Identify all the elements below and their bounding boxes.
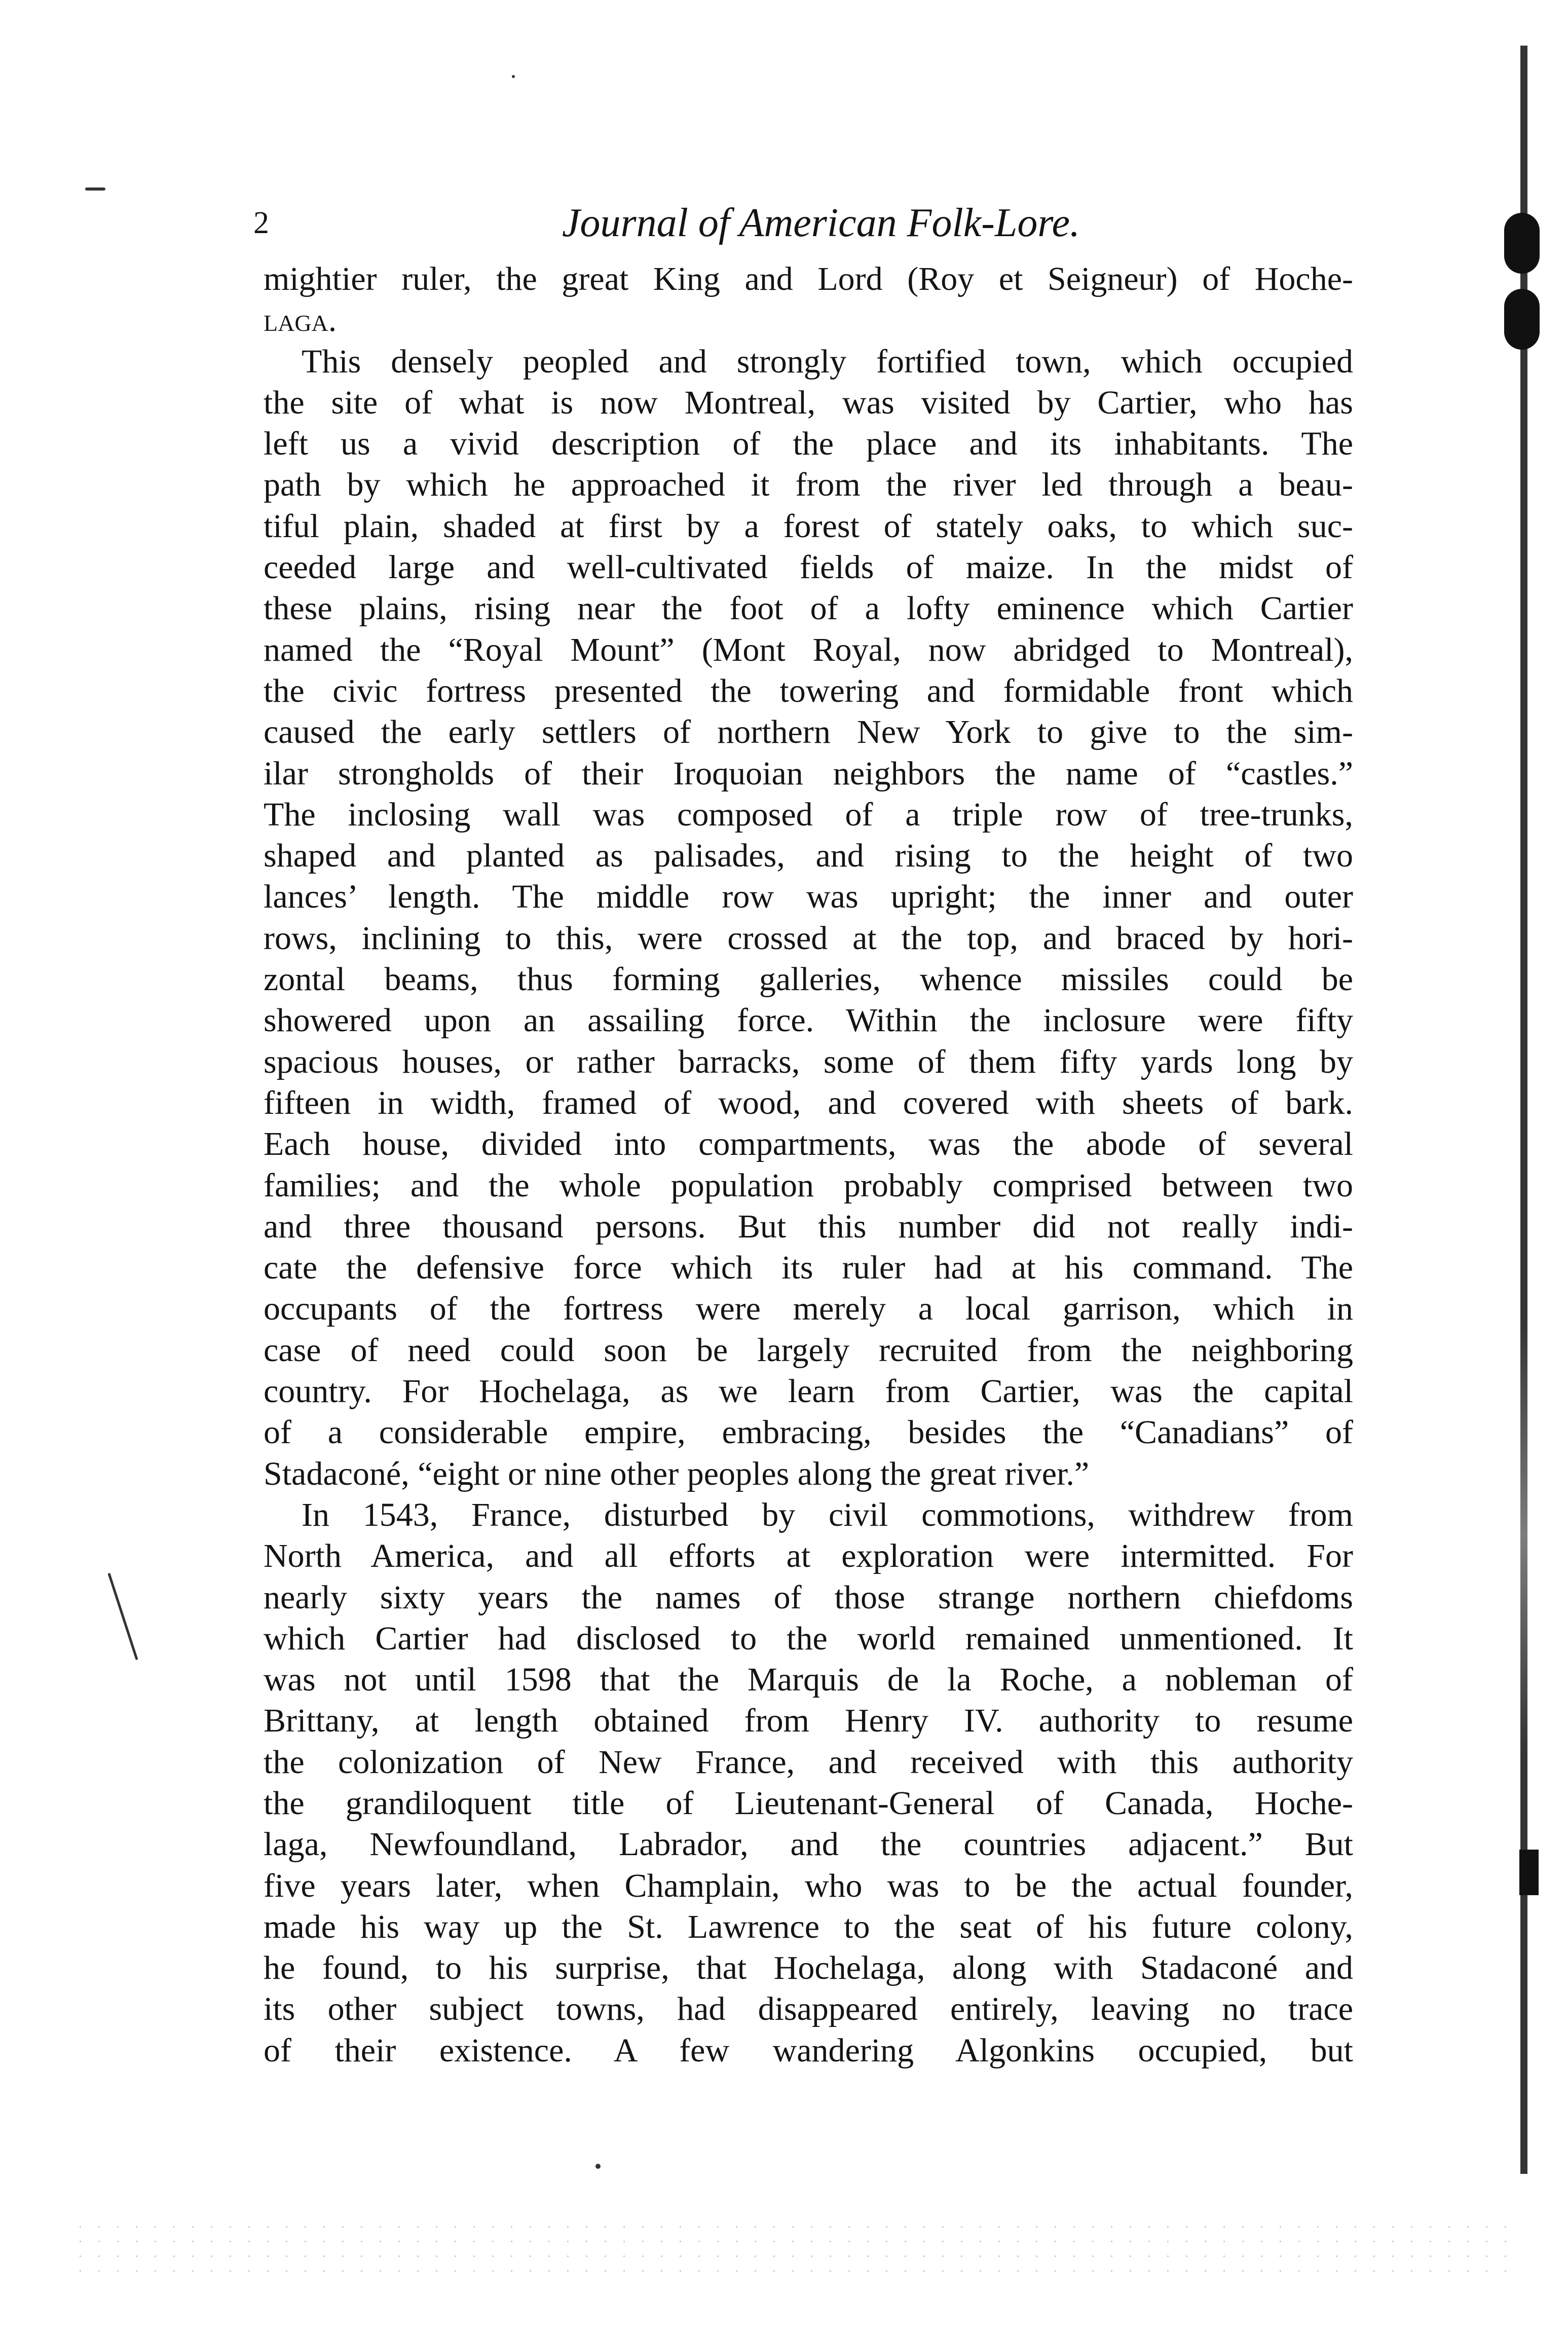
text-line: fifteen in width, framed of wood, and covered with sheets of bark. <box>264 1084 1353 1121</box>
text-line: The inclosing wall was composed of a triple row of tree-trunks, <box>264 796 1353 833</box>
text-line: In 1543, France, disturbed by civil commotions, withdrew from <box>302 1496 1353 1533</box>
text-line: the grandiloquent title of Lieutenant-General of Canada, Hoche- <box>264 1784 1353 1822</box>
text-line: five years later, when Champlain, who was to be the actual founder, <box>264 1867 1353 1904</box>
text-line: laga. <box>264 302 337 339</box>
page-edge-mark <box>1519 1850 1539 1895</box>
scan-speck <box>595 2164 601 2169</box>
text-line: cate the defensive force which its ruler had at his command. The <box>264 1249 1353 1287</box>
text-line: its other subject towns, had disappeared entirely, leaving no trace <box>264 1990 1353 2028</box>
text-line: ceeded large and well-cultivated fields of maize. In the midst of <box>264 549 1353 586</box>
text-line: made his way up the St. Lawrence to the seat of his future colony, <box>264 1908 1353 1945</box>
text-line: and three thousand persons. But this number did not really indi- <box>264 1208 1353 1245</box>
page-edge-notch <box>1504 213 1540 274</box>
page-edge-notch <box>1504 289 1540 350</box>
text-line: of their existence. A few wandering Algonkins occupied, but <box>264 2031 1353 2069</box>
text-line: which Cartier had disclosed to the world remained unmentioned. It <box>264 1620 1353 1657</box>
text-line: laga, Newfoundland, Labrador, and the countries adjacent.” But <box>264 1826 1353 1863</box>
text-line: This densely peopled and strongly fortified town, which occupied <box>302 343 1353 380</box>
body-text <box>264 258 1353 2071</box>
text-line: nearly sixty years the names of those strange northern chiefdoms <box>264 1578 1353 1616</box>
text-line: caused the early settlers of northern New York to give to the sim- <box>264 713 1353 751</box>
page-number: 2 <box>253 206 269 240</box>
text-line: spacious houses, or rather barracks, some of them fifty yards long by <box>264 1043 1353 1080</box>
text-line: was not until 1598 that the Marquis de la Roche, a nobleman of <box>264 1661 1353 1699</box>
text-line: showered upon an assailing force. Within the inclosure were fifty <box>264 1002 1353 1039</box>
scan-speck <box>107 1573 138 1661</box>
text-line: North America, and all efforts at exploration were intermitted. For <box>264 1537 1353 1575</box>
paragraph <box>264 1494 1353 2071</box>
text-line: left us a vivid description of the place and its inhabitants. The <box>264 425 1353 463</box>
text-line: zontal beams, thus forming galleries, whence missiles could be <box>264 961 1353 998</box>
text-line: families; and the whole population probably comprised between two <box>264 1166 1353 1204</box>
paragraph <box>264 341 1353 1494</box>
text-line: named the “Royal Mount” (Mont Royal, now abridged to Montreal), <box>264 631 1353 668</box>
text-line: ilar strongholds of their Iroquoian neighbors the name of “castles.” <box>264 755 1353 792</box>
text-line: country. For Hochelaga, as we learn from Cartier, was the capital <box>264 1373 1353 1410</box>
text-line: shaped and planted as palisades, and rising to the height of two <box>264 837 1353 875</box>
text-line: the civic fortress presented the towering and formidable front which <box>264 672 1353 709</box>
text-line: the site of what is now Montreal, was visited by Cartier, who has <box>264 384 1353 421</box>
scan-speck <box>85 187 105 191</box>
paragraph <box>264 258 1353 341</box>
running-header <box>253 195 1358 251</box>
running-title: Journal of American Folk-Lore. <box>562 201 1080 245</box>
text-line: these plains, rising near the foot of a lofty eminence which Cartier <box>264 590 1353 627</box>
text-line: path by which he approached it from the river led through a beau- <box>264 466 1353 504</box>
text-line: lances’ length. The middle row was upright; the inner and outer <box>264 878 1353 916</box>
text-line: Stadaconé, “eight or nine other peoples along the great river.” <box>264 1455 1090 1492</box>
text-line: Brittany, at length obtained from Henry IV. authority to resume <box>264 1702 1353 1740</box>
text-line: case of need could soon be largely recruited from the neighboring <box>264 1331 1353 1369</box>
text-line: he found, to his surprise, that Hochelaga, along with Stadaconé and <box>264 1949 1353 1987</box>
text-line: Each house, divided into compartments, was the abode of several <box>264 1125 1353 1163</box>
scan-dust <box>71 2219 1515 2280</box>
text-line: of a considerable empire, embracing, besides the “Canadians” of <box>264 1414 1353 1451</box>
text-line: rows, inclining to this, were crossed at the top, and braced by hori- <box>264 919 1353 957</box>
text-line: occupants of the fortress were merely a local garrison, which in <box>264 1290 1353 1328</box>
text-line: mightier ruler, the great King and Lord (Roy et Seigneur) of Hoche- <box>264 260 1353 297</box>
scan-speck <box>512 75 515 78</box>
text-line: the colonization of New France, and received with this authority <box>264 1743 1353 1781</box>
text-line: tiful plain, shaded at first by a forest of stately oaks, to which suc- <box>264 507 1353 545</box>
